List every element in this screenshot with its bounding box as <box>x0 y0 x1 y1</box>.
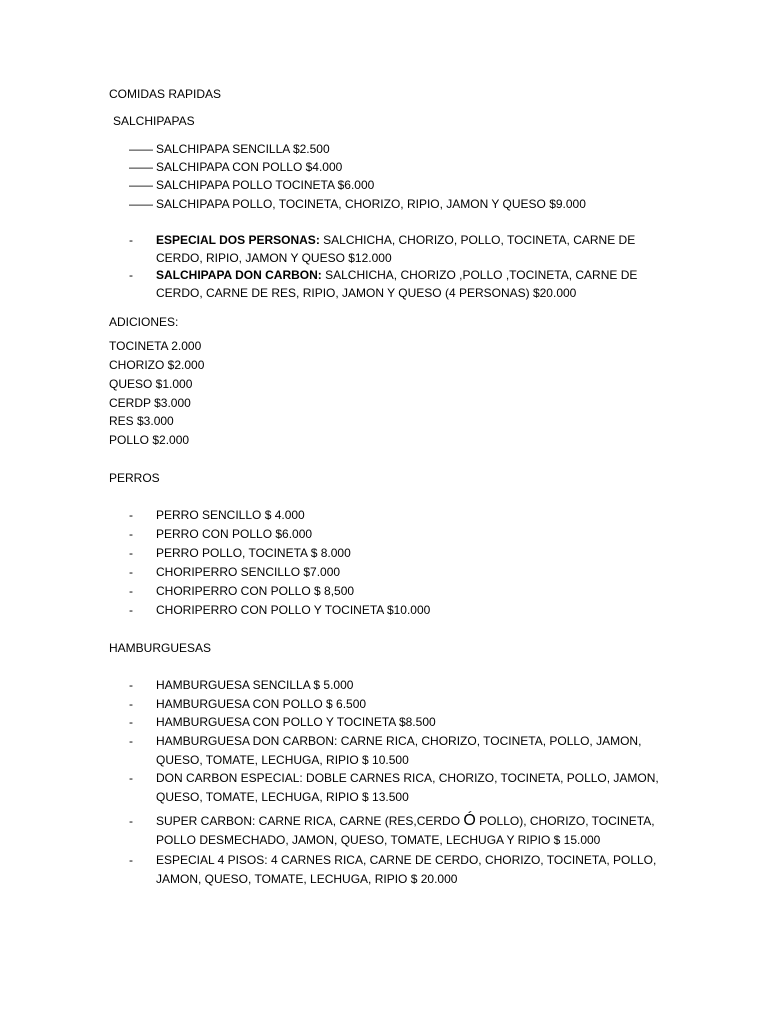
list-item-text: PERRO CON POLLO $6.000 <box>156 527 313 541</box>
list-item <box>129 696 366 712</box>
list-item <box>129 141 330 157</box>
special-name: SALCHIPAPA DON CARBON: <box>156 268 322 282</box>
list-item <box>129 507 305 523</box>
list-item-text: DON CARBON ESPECIAL: DOBLE CARNES RICA, CHORIZO, TOCINETA, POLLO, JAMON, <box>156 771 659 785</box>
dash-marker: - <box>129 715 133 729</box>
dash-marker: - <box>129 565 133 579</box>
list-item <box>129 602 430 618</box>
dash-marker: - <box>129 734 133 748</box>
dash-marker: - <box>129 584 133 598</box>
dash-marker: - <box>129 527 133 541</box>
list-item: CHORIZO $2.000 <box>109 358 205 372</box>
list-item-cont: JAMON, QUESO, TOMATE, LECHUGA, RIPIO $ 20.000 <box>156 872 458 886</box>
list-item-text-accent: Ó <box>463 812 476 829</box>
dash-marker: - <box>129 508 133 522</box>
dash-marker: - <box>129 697 133 711</box>
list-item-cont: QUESO, TOMATE, LECHUGA, RIPIO $ 13.500 <box>156 790 409 804</box>
special-name: ESPECIAL DOS PERSONAS: <box>156 233 320 247</box>
list-item: TOCINETA 2.000 <box>109 339 202 353</box>
list-item <box>129 714 436 730</box>
special-desc: SALCHICHA, CHORIZO, POLLO, TOCINETA, CARNE DE <box>319 233 636 247</box>
salchipapas-heading: SALCHIPAPAS <box>113 114 195 128</box>
list-item <box>129 526 312 542</box>
list-item <box>129 813 655 829</box>
dash-marker: —— <box>129 178 153 192</box>
dash-marker: - <box>129 233 133 247</box>
list-item-text: HAMBURGUESA CON POLLO Y TOCINETA $8.500 <box>156 715 436 729</box>
dash-marker: - <box>129 853 133 867</box>
adiciones-heading: ADICIONES: <box>109 315 179 329</box>
list-item-text: HAMBURGUESA CON POLLO $ 6.500 <box>156 697 367 711</box>
dash-marker: —— <box>129 160 153 174</box>
list-item-text: HAMBURGUESA SENCILLA $ 5.000 <box>156 678 354 692</box>
list-item <box>129 545 351 561</box>
list-item <box>129 733 641 749</box>
list-item-text: CHORIPERRO CON POLLO $ 8,500 <box>156 584 355 598</box>
special-desc-cont: CERDO, RIPIO, JAMON Y QUESO $12.000 <box>156 251 392 265</box>
list-item <box>129 232 635 248</box>
hamburguesas-heading: HAMBURGUESAS <box>109 641 212 655</box>
dash-marker: - <box>129 814 133 828</box>
list-item: RES $3.000 <box>109 414 174 428</box>
list-item <box>129 770 659 786</box>
dash-marker: —— <box>129 197 153 211</box>
special-desc-cont: CERDO, CARNE DE RES, RIPIO, JAMON Y QUESO (4 PERSONAS) $20.000 <box>156 286 577 300</box>
list-item-text: SALCHIPAPA POLLO TOCINETA $6.000 <box>156 178 375 192</box>
list-item-text: PERRO SENCILLO $ 4.000 <box>156 508 305 522</box>
list-item-text: SUPER CARBON: CARNE RICA, CARNE (RES,CERDO <box>156 814 464 828</box>
list-item <box>129 583 354 599</box>
dash-marker: - <box>129 268 133 282</box>
list-item <box>129 564 340 580</box>
list-item-cont: QUESO, TOMATE, LECHUGA, RIPIO $ 10.500 <box>156 753 409 767</box>
list-item-text: PERRO POLLO, TOCINETA $ 8.000 <box>156 546 351 560</box>
list-item: QUESO $1.000 <box>109 377 193 391</box>
list-item-text: ESPECIAL 4 PISOS: 4 CARNES RICA, CARNE DE CERDO, CHORIZO, TOCINETA, POLLO, <box>156 853 657 867</box>
dash-marker: - <box>129 771 133 785</box>
list-item-text: SALCHIPAPA POLLO, TOCINETA, CHORIZO, RIPIO, JAMON Y QUESO $9.000 <box>156 197 586 211</box>
dash-marker: —— <box>129 142 153 156</box>
dash-marker: - <box>129 678 133 692</box>
dash-marker: - <box>129 546 133 560</box>
list-item <box>129 196 586 212</box>
list-item <box>129 267 637 283</box>
special-desc: SALCHICHA, CHORIZO ,POLLO ,TOCINETA, CARNE DE <box>321 268 638 282</box>
list-item-cont: POLLO DESMECHADO, JAMON, QUESO, TOMATE, LECHUGA Y RIPIO $ 15.000 <box>156 833 601 847</box>
list-item <box>129 177 374 193</box>
list-item-text: POLLO), CHORIZO, TOCINETA, <box>475 814 655 828</box>
list-item: POLLO $2.000 <box>109 433 190 447</box>
perros-heading: PERROS <box>109 471 160 485</box>
list-item <box>129 159 342 175</box>
dash-marker: - <box>129 603 133 617</box>
list-item: CERDP $3.000 <box>109 396 191 410</box>
list-item <box>129 852 656 868</box>
list-item-text: CHORIPERRO SENCILLO $7.000 <box>156 565 341 579</box>
page-title: COMIDAS RAPIDAS <box>109 87 222 101</box>
list-item-text: SALCHIPAPA CON POLLO $4.000 <box>156 160 343 174</box>
list-item-text: CHORIPERRO CON POLLO Y TOCINETA $10.000 <box>156 603 431 617</box>
list-item <box>129 677 353 693</box>
list-item-text: HAMBURGUESA DON CARBON: CARNE RICA, CHORIZO, TOCINETA, POLLO, JAMON, <box>156 734 642 748</box>
list-item-text: SALCHIPAPA SENCILLA $2.500 <box>156 142 330 156</box>
